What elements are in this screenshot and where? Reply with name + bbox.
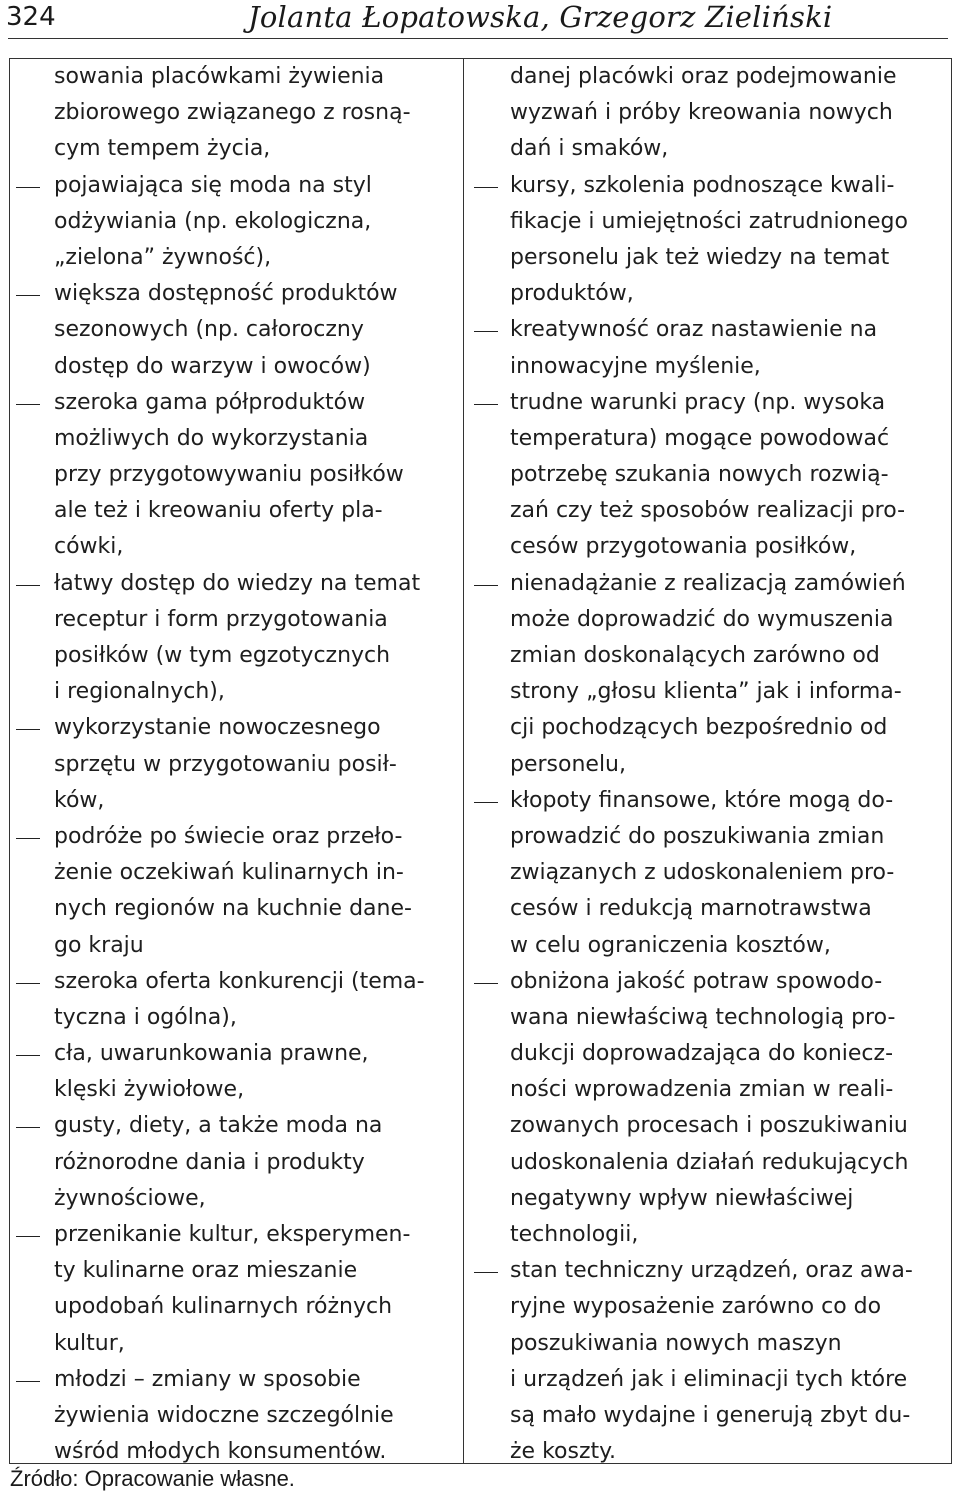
table-line xyxy=(466,421,952,457)
line-text: ty kulinarne oraz mieszanie xyxy=(54,1258,358,1284)
table-line xyxy=(10,1398,460,1434)
table-line xyxy=(10,1434,460,1470)
line-text: sprzętu w przygotowaniu posił- xyxy=(54,751,397,777)
line-text: kultur, xyxy=(54,1330,125,1356)
line-text: negatywny wpływ niewłaściwej xyxy=(510,1185,854,1211)
table-line xyxy=(10,891,460,927)
line-text: strony „głosu klienta” jak i informa- xyxy=(510,679,902,705)
line-text: dostęp do warzyw i owoców) xyxy=(54,353,371,379)
line-text: cji pochodzących bezpośrednio od xyxy=(510,715,888,741)
page-number: 324 xyxy=(6,2,56,32)
bullet-dash xyxy=(16,1127,40,1128)
line-text: posiłków (w tym egzotycznych xyxy=(54,643,391,668)
table-line xyxy=(10,168,460,204)
table-line xyxy=(466,1398,952,1434)
line-text: „zielona” żywność), xyxy=(54,244,272,270)
bullet-dash xyxy=(474,331,498,332)
table-line xyxy=(10,1000,460,1036)
table-line xyxy=(466,710,952,746)
table-line xyxy=(466,602,952,638)
table-line xyxy=(466,747,952,783)
bullet-dash xyxy=(16,983,40,984)
line-text: żywnościowe, xyxy=(54,1185,206,1211)
line-text: szeroka oferta konkurencji (tema- xyxy=(54,968,425,994)
line-text: łatwy dostęp do wiedzy na temat xyxy=(54,570,421,596)
table-line xyxy=(466,59,952,95)
line-text: wyzwań i próby kreowania nowych xyxy=(510,100,893,126)
line-text: temperatura) mogące powodować xyxy=(510,425,890,451)
source-note: Źródło: Opracowanie własne. xyxy=(10,1466,295,1491)
line-text: ności wprowadzenia zmian w reali- xyxy=(510,1077,894,1103)
table-line xyxy=(466,276,952,312)
line-text: fikacje i umiejętności zatrudnionego xyxy=(510,208,908,234)
bullet-dash xyxy=(16,1236,40,1237)
bullet-dash xyxy=(474,1272,498,1273)
line-text: kreatywność oraz nastawienie na xyxy=(510,317,878,343)
table-line xyxy=(10,131,460,167)
table-line xyxy=(10,349,460,385)
line-text: kursy, szkolenia podnoszące kwali- xyxy=(510,172,895,198)
table-line xyxy=(10,1362,460,1398)
bullet-dash xyxy=(474,187,498,188)
table-line xyxy=(466,529,952,565)
table-line xyxy=(466,1253,952,1289)
table-line xyxy=(466,312,952,348)
line-text: przy przygotowywaniu posiłków xyxy=(54,462,404,488)
line-text: szeroka gama półproduktów xyxy=(54,389,366,415)
table-line xyxy=(466,1434,952,1470)
table-line xyxy=(10,1217,460,1253)
line-text: że koszty. xyxy=(510,1439,617,1465)
line-text: w celu ograniczenia kosztów, xyxy=(510,932,831,958)
table-line xyxy=(466,1289,952,1325)
line-text: i urządzeń jak i eliminacji tych które xyxy=(510,1366,908,1392)
line-text: sezonowych (np. całoroczny xyxy=(54,317,364,343)
line-text: podróże po świecie oraz przeło- xyxy=(54,823,403,849)
line-text: wykorzystanie nowoczesnego xyxy=(54,715,381,741)
table-line xyxy=(10,638,460,674)
line-text: personelu jak też wiedzy na temat xyxy=(510,244,890,270)
line-text: cesów przygotowania posiłków, xyxy=(510,534,857,560)
line-text: żywienia widoczne szczególnie xyxy=(54,1402,394,1428)
page-header xyxy=(0,0,960,38)
bullet-dash xyxy=(474,983,498,984)
line-text: sowania placówkami żywienia xyxy=(54,64,385,89)
table-line xyxy=(466,1181,952,1217)
line-text: gusty, diety, a także moda na xyxy=(54,1113,383,1139)
table-line xyxy=(10,385,460,421)
line-text: wśród młodych konsumentów. xyxy=(54,1439,387,1465)
table-column-right xyxy=(466,59,952,1470)
table-line xyxy=(10,204,460,240)
header-rule xyxy=(8,38,948,39)
table-line xyxy=(466,891,952,927)
bullet-dash xyxy=(474,802,498,803)
line-text: młodzi – zmiany w sposobie xyxy=(54,1366,361,1392)
line-text: ale też i kreowaniu oferty pla- xyxy=(54,498,383,524)
bullet-dash xyxy=(16,404,40,405)
table-line xyxy=(466,1072,952,1108)
table-line xyxy=(10,964,460,1000)
table-line xyxy=(466,240,952,276)
table-line xyxy=(10,95,460,131)
table-line xyxy=(10,819,460,855)
table-line xyxy=(466,131,952,167)
line-text: kłopoty finansowe, które mogą do- xyxy=(510,787,894,813)
table-line xyxy=(10,602,460,638)
table-line xyxy=(466,1362,952,1398)
table-line xyxy=(466,1036,952,1072)
table-line xyxy=(466,783,952,819)
line-text: cówki, xyxy=(54,534,124,560)
table-line xyxy=(10,566,460,602)
table-line xyxy=(466,95,952,131)
line-text: nych regionów na kuchnie dane- xyxy=(54,896,412,922)
table-column-left xyxy=(10,59,460,1470)
table-line xyxy=(10,529,460,565)
table-line xyxy=(10,928,460,964)
table-line xyxy=(10,1181,460,1217)
table-line xyxy=(466,349,952,385)
line-text: stan techniczny urządzeń, oraz awa- xyxy=(510,1258,913,1284)
bullet-dash xyxy=(16,295,40,296)
running-head-authors: Jolanta Łopatowska, Grzegorz Zieliński xyxy=(248,0,833,34)
table-line xyxy=(466,204,952,240)
bullet-dash xyxy=(16,729,40,730)
line-text: wana niewłaściwą technologią pro- xyxy=(510,1004,896,1030)
table-line xyxy=(466,1000,952,1036)
table-line xyxy=(466,819,952,855)
line-text: przenikanie kultur, eksperymen- xyxy=(54,1222,411,1247)
column-divider xyxy=(463,58,464,1464)
bullet-dash xyxy=(16,1055,40,1056)
table-line xyxy=(466,1217,952,1253)
line-text: cła, uwarunkowania prawne, xyxy=(54,1041,369,1067)
line-text: personelu, xyxy=(510,751,626,777)
line-text: klęski żywiołowe, xyxy=(54,1077,245,1103)
line-text: cesów i redukcją marnotrawstwa xyxy=(510,896,872,922)
line-text: cym tempem życia, xyxy=(54,136,271,162)
bullet-dash xyxy=(16,838,40,839)
line-text: możliwych do wykorzystania xyxy=(54,425,369,451)
table-line xyxy=(10,59,460,95)
table-line xyxy=(466,457,952,493)
line-text: go kraju xyxy=(54,932,144,958)
table-line xyxy=(10,1145,460,1181)
table-line xyxy=(10,1108,460,1144)
line-text: prowadzić do poszukiwania zmian xyxy=(510,823,885,849)
table-line xyxy=(10,1253,460,1289)
line-text: są mało wydajne i generują zbyt du- xyxy=(510,1402,911,1428)
table-line xyxy=(10,421,460,457)
line-text: zmian doskonalących zarówno od xyxy=(510,643,880,668)
table-line xyxy=(10,312,460,348)
table-line xyxy=(10,747,460,783)
table-line xyxy=(466,964,952,1000)
line-text: ków, xyxy=(54,787,105,813)
table-line xyxy=(466,385,952,421)
line-text: produktów, xyxy=(510,281,634,307)
table-line xyxy=(10,783,460,819)
bullet-dash xyxy=(474,404,498,405)
table-line xyxy=(10,1072,460,1108)
bullet-dash xyxy=(16,585,40,586)
line-text: zbiorowego związanego z rosną- xyxy=(54,100,411,126)
table-line xyxy=(10,855,460,891)
line-text: upodobań kulinarnych różnych xyxy=(54,1294,393,1320)
line-text: różnorodne dania i produkty xyxy=(54,1149,365,1175)
table-line xyxy=(466,1326,952,1362)
line-text: pojawiająca się moda na styl xyxy=(54,172,372,198)
line-text: poszukiwania nowych maszyn xyxy=(510,1330,842,1356)
table-line xyxy=(10,276,460,312)
table-line xyxy=(466,855,952,891)
line-text: innowacyjne myślenie, xyxy=(510,353,761,379)
table-line xyxy=(466,168,952,204)
table-line xyxy=(466,1108,952,1144)
table-line xyxy=(10,240,460,276)
table-line xyxy=(466,1145,952,1181)
table-line xyxy=(10,493,460,529)
line-text: trudne warunki pracy (np. wysoka xyxy=(510,389,886,415)
table-line xyxy=(10,1326,460,1362)
line-text: danej placówki oraz podejmowanie xyxy=(510,64,897,89)
table-line xyxy=(10,710,460,746)
line-text: większa dostępność produktów xyxy=(54,281,398,307)
line-text: receptur i form przygotowania xyxy=(54,606,388,632)
line-text: tyczna i ogólna), xyxy=(54,1004,237,1030)
line-text: dań i smaków, xyxy=(510,136,669,162)
table-line xyxy=(466,674,952,710)
bullet-dash xyxy=(474,585,498,586)
table-line xyxy=(466,928,952,964)
line-text: udoskonalenia działań redukujących xyxy=(510,1149,909,1175)
line-text: technologii, xyxy=(510,1222,639,1247)
line-text: potrzebę szukania nowych rozwią- xyxy=(510,462,889,488)
line-text: związanych z udoskonaleniem pro- xyxy=(510,860,895,886)
table-line xyxy=(10,1289,460,1325)
table-line xyxy=(466,638,952,674)
line-text: zań czy też sposobów realizacji pro- xyxy=(510,498,906,524)
line-text: może doprowadzić do wymuszenia xyxy=(510,606,894,632)
line-text: nienadążanie z realizacją zamówień xyxy=(510,570,906,596)
table-line xyxy=(466,493,952,529)
line-text: odżywiania (np. ekologiczna, xyxy=(54,208,372,234)
line-text: i regionalnych), xyxy=(54,679,225,705)
table-line xyxy=(10,1036,460,1072)
bullet-dash xyxy=(16,187,40,188)
table-line xyxy=(10,674,460,710)
line-text: ryjne wyposażenie zarówno co do xyxy=(510,1294,882,1320)
line-text: żenie oczekiwań kulinarnych in- xyxy=(54,860,404,886)
table-line xyxy=(466,566,952,602)
table-line xyxy=(10,457,460,493)
bullet-dash xyxy=(16,1381,40,1382)
line-text: zowanych procesach i poszukiwaniu xyxy=(510,1113,908,1139)
line-text: obniżona jakość potraw spowodo- xyxy=(510,968,883,994)
line-text: dukcji doprowadzająca do koniecz- xyxy=(510,1041,894,1067)
